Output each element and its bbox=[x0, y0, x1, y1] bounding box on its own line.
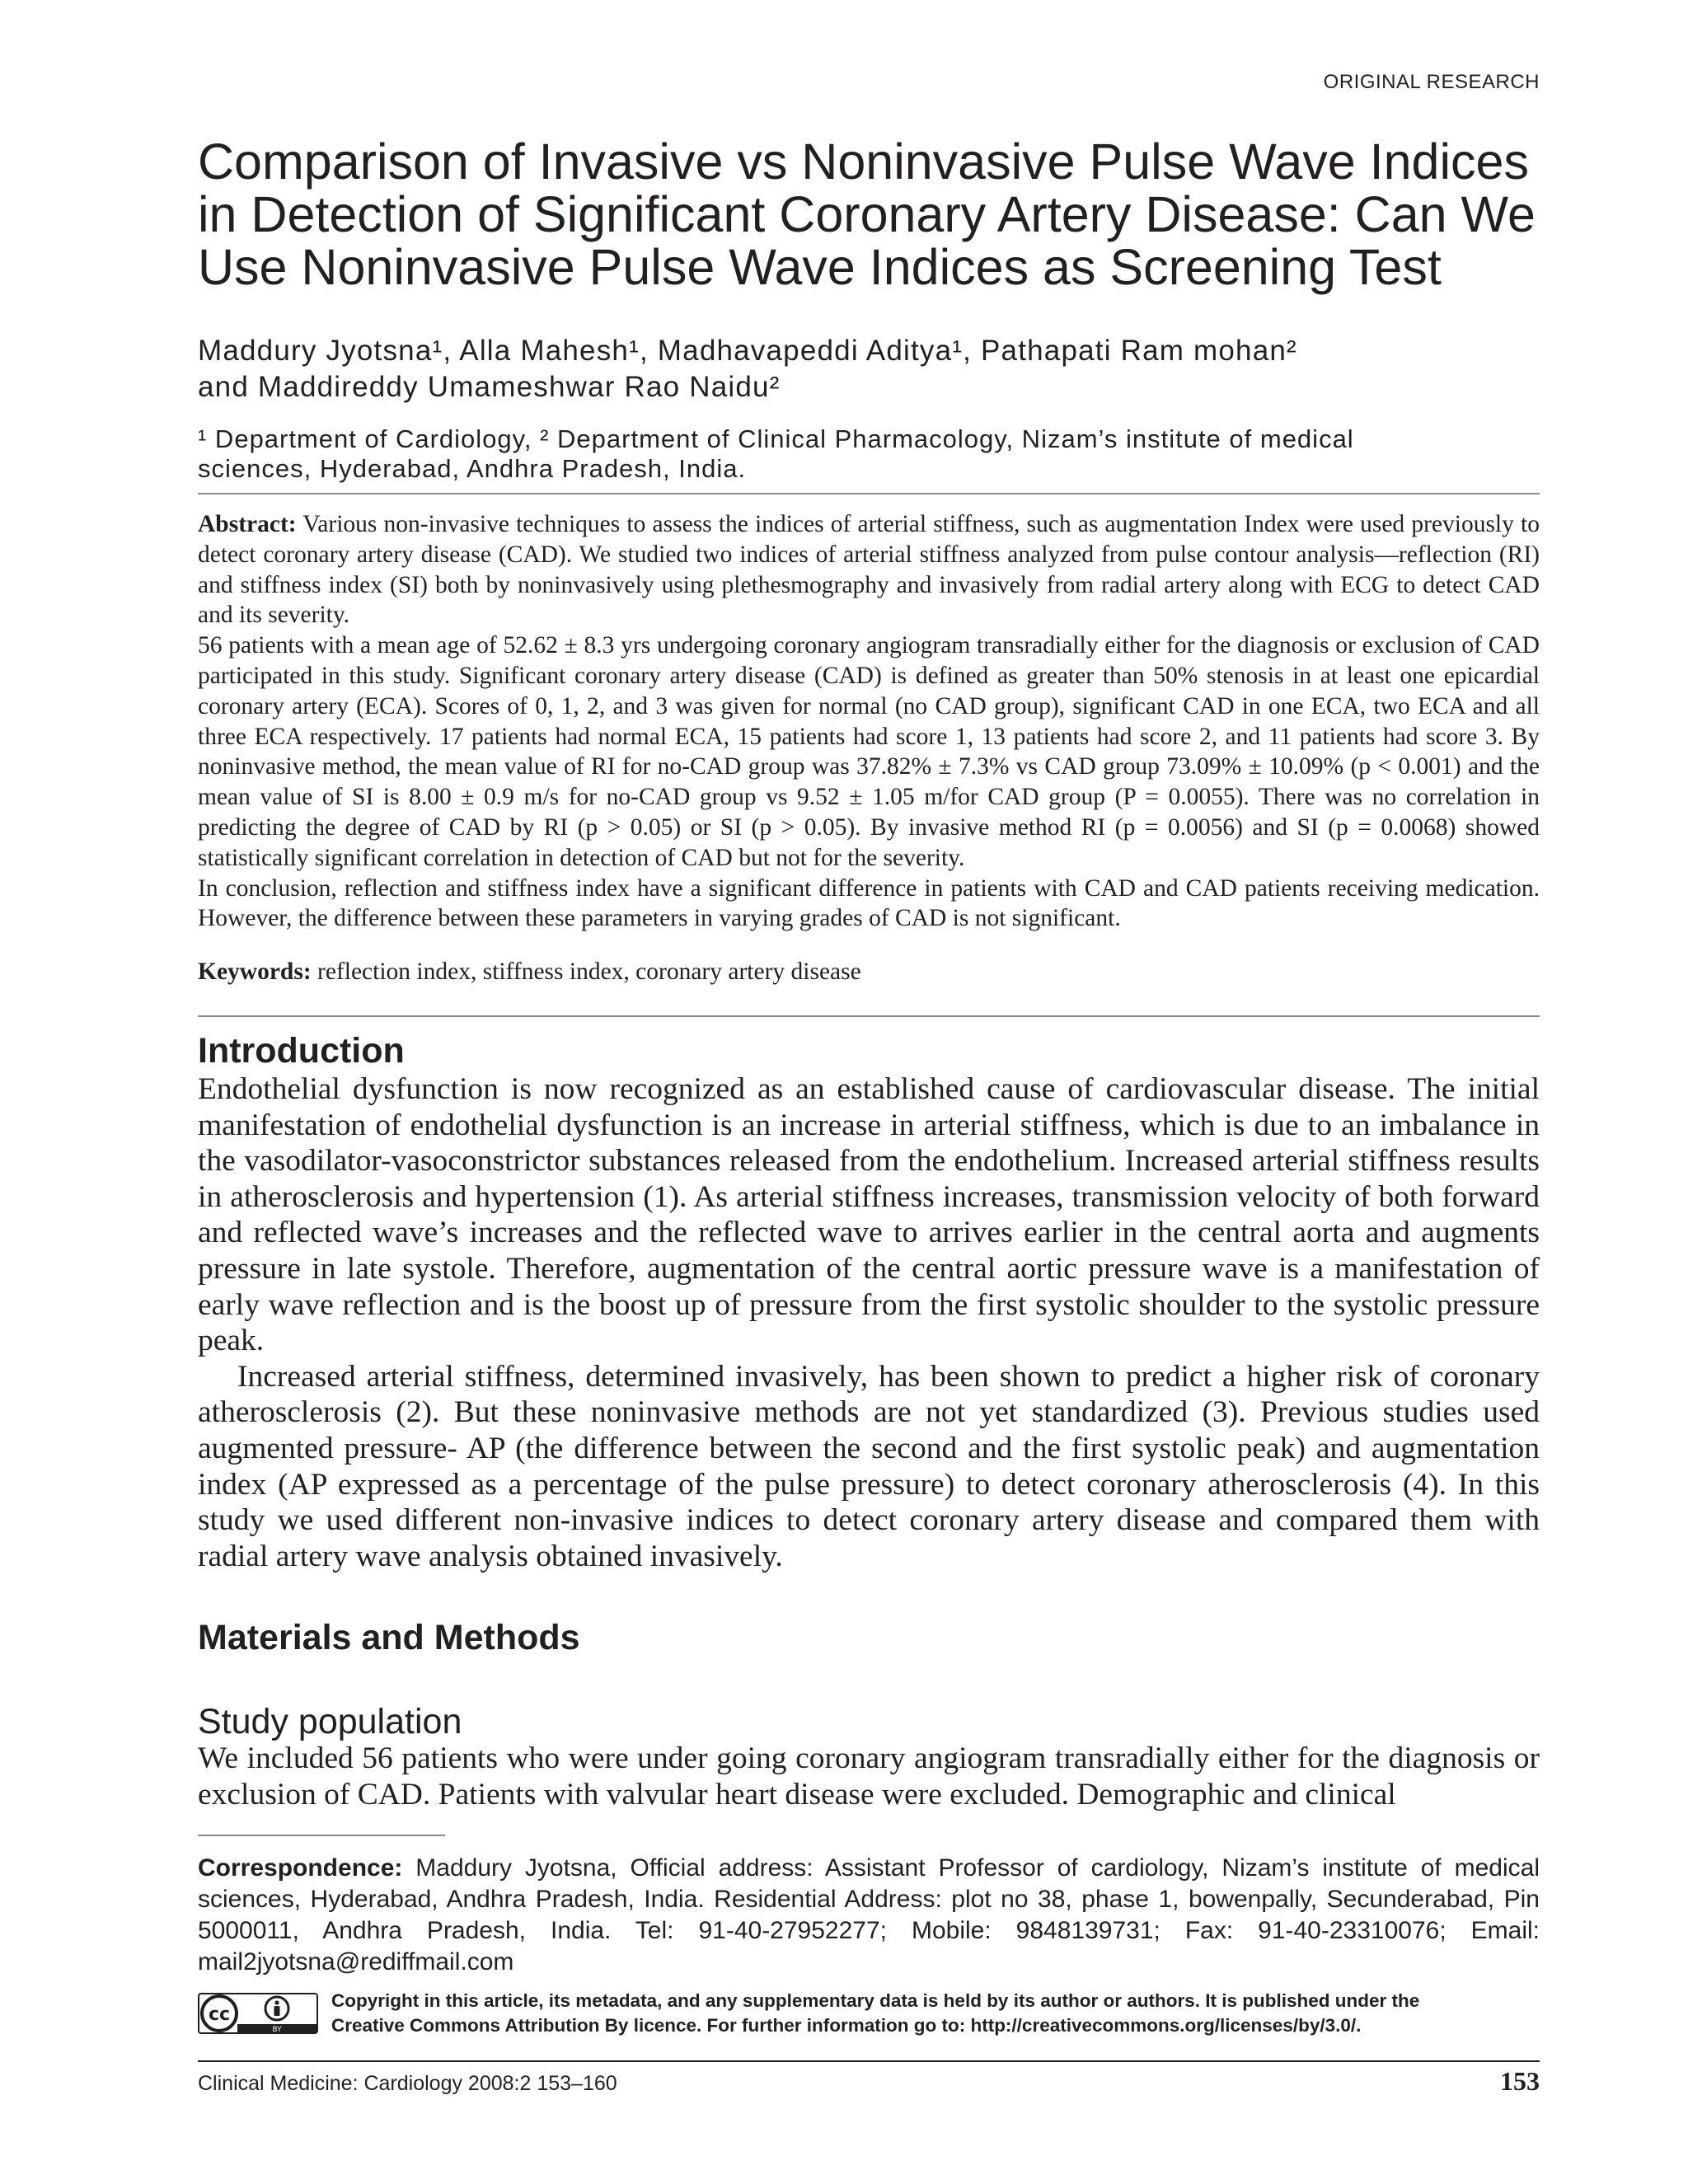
copyright-line: Creative Commons Attribution By licence. For further information go to: http://creativecommons.org/licenses/by/3.0/. bbox=[331, 2015, 1362, 2036]
author-list bbox=[198, 333, 1540, 405]
body-paragraph: Endothelial dysfunction is now recognized as an established cause of cardiovascular disease. The initial manifestation of endothelial dysfunction is an increase in arterial stiffness, which is due to an imbalance in the vasodilator-vasoconstrictor substances released from the endothelium. Increased arterial stiffness results in atherosclerosis and hypertension (1). As arterial stiffness increases, transmission velocity of both forward and reflected wave’s increases and the reflected wave to arrives earlier in the central aorta and augments pressure in late systole. Therefore, augmentation of the central aortic pressure wave is a manifestation of early wave reflection and is the boost up of pressure from the first systolic shoulder to the systolic pressure peak. bbox=[198, 1072, 1540, 1358]
keywords-text: reflection index, stiffness index, coronary artery disease bbox=[317, 958, 861, 985]
correspondence-label: Correspondence: bbox=[198, 1854, 403, 1882]
article-title bbox=[198, 135, 1540, 293]
affiliations bbox=[198, 424, 1540, 484]
title-line: Comparison of Invasive vs Noninvasive Pulse Wave Indices bbox=[198, 134, 1529, 190]
abstract-paragraph bbox=[198, 509, 1540, 630]
affiliation-line: ¹ Department of Cardiology, ² Department of Clinical Pharmacology, Nizam’s institute of medical bbox=[198, 424, 1354, 453]
cc-mark: cc bbox=[208, 2004, 231, 2025]
affiliation-line: sciences, Hyderabad, Andhra Pradesh, India. bbox=[198, 454, 747, 483]
abstract-text: Various non-invasive techniques to assess the indices of arterial stiffness, such as augmentation Index were used previously to detect coronary artery disease (CAD). We studied two indices of arterial stiffness analyzed from pulse contour analysis—reflection (RI) and stiffness index (SI) both by noninvasively using plethesmography and invasively from radial artery along with ECG to detect CAD and its severity. bbox=[198, 511, 1540, 629]
methods-heading: Materials and Methods bbox=[198, 1618, 580, 1657]
methods-body bbox=[198, 1741, 1540, 1812]
copyright-line: Copyright in this article, its metadata, and any supplementary data is held by its author or authors. It is published under the bbox=[331, 1990, 1420, 2011]
journal-reference: Clinical Medicine: Cardiology 2008:2 153–160 bbox=[198, 2072, 617, 2095]
correspondence bbox=[198, 1853, 1540, 1978]
abstract-divider bbox=[198, 1015, 1540, 1017]
introduction-heading: Introduction bbox=[198, 1031, 405, 1071]
body-paragraph: We included 56 patients who were under going coronary angiogram transradially either for the diagnosis or exclusion of CAD. Patients with valvular heart disease were excluded. Demographic and clinical bbox=[198, 1741, 1540, 1811]
correspondence-text: Maddury Jyotsna, Official address: Assistant Professor of cardiology, Nizam’s institute of medical sciences, Hyderabad, Andhra Pradesh, India. Residential Address: plot no 38, phase 1, bowenpally, Secunderabad, Pin 5000011, Andhra Pradesh, India. Tel: 91-40-27952277; Mobile: 9848139731; Fax: 91-40-23310076; Email: mail2jyotsna@rediffmail.com bbox=[198, 1854, 1540, 1975]
header-divider bbox=[198, 493, 1540, 494]
author-line: Maddury Jyotsna¹, Alla Mahesh¹, Madhavapeddi Aditya¹, Pathapati Ram mohan² bbox=[198, 335, 1297, 367]
keywords bbox=[198, 957, 1540, 987]
cc-by-license-icon bbox=[198, 1993, 318, 2034]
copyright-notice bbox=[331, 1989, 1540, 2038]
title-line: in Detection of Significant Coronary Artery Disease: Can We bbox=[198, 186, 1536, 242]
abstract-label: Abstract: bbox=[198, 511, 297, 537]
section-label: ORIGINAL RESEARCH bbox=[1323, 71, 1540, 93]
author-line: and Maddireddy Umameshwar Rao Naidu² bbox=[198, 371, 781, 403]
body-paragraph: Increased arterial stiffness, determined invasively, has been shown to predict a higher risk of coronary atherosclerosis (2). But these noninvasive methods are not yet standardized (3). Previous studies used augmented pressure- AP (the difference between the second and the first systolic peak) and augmentation index (AP expressed as a percentage of the pulse pressure) to detect coronary atherosclerosis (4). In this study we used different non-invasive indices to detect coronary artery disease and compared them with radial artery wave analysis obtained invasively. bbox=[198, 1359, 1540, 1573]
page-number: 153 bbox=[1500, 2066, 1540, 2096]
footer-rule bbox=[198, 2060, 1540, 2062]
abstract-paragraph: 56 patients with a mean age of 52.62 ± 8.3 yrs undergoing coronary angiogram transradially either for the diagnosis or exclusion of CAD participated in this study. Significant coronary artery disease (CAD) is defined as greater than 50% stenosis in at least one epicardial coronary artery (ECA). Scores of 0, 1, 2, and 3 was given for normal (no CAD group), significant CAD in one ECA, two ECA and all three ECA respectively. 17 patients had normal ECA, 15 patients had score 1, 13 patients had score 2, and 11 patients had score 3. By noninvasive method, the mean value of RI for no-CAD group was 37.82% ± 7.3% vs CAD group 73.09% ± 10.09% (p < 0.001) and the mean value of SI is 8.00 ± 0.9 m/s for no-CAD group vs 9.52 ± 1.05 m/for CAD group (P = 0.0055). There was no correlation in predicting the degree of CAD by RI (p > 0.05) or SI (p > 0.05). By invasive method RI (p = 0.0056) and SI (p = 0.0068) showed statistically significant correlation in detection of CAD but not for the severity. bbox=[198, 632, 1540, 871]
abstract bbox=[198, 509, 1540, 934]
study-population-heading: Study population bbox=[198, 1702, 462, 1741]
abstract-paragraph: In conclusion, reflection and stiffness index have a significant difference in patients with CAD and CAD patients receiving medication. However, the difference between these parameters in varying grades of CAD is not significant. bbox=[198, 874, 1540, 932]
title-line: Use Noninvasive Pulse Wave Indices as Screening Test bbox=[198, 239, 1442, 295]
keywords-label: Keywords: bbox=[198, 958, 312, 985]
by-mark: BY bbox=[272, 2026, 282, 2034]
footnote-rule bbox=[198, 1835, 445, 1836]
article-page bbox=[198, 0, 1540, 2184]
introduction-body bbox=[198, 1071, 1540, 1574]
